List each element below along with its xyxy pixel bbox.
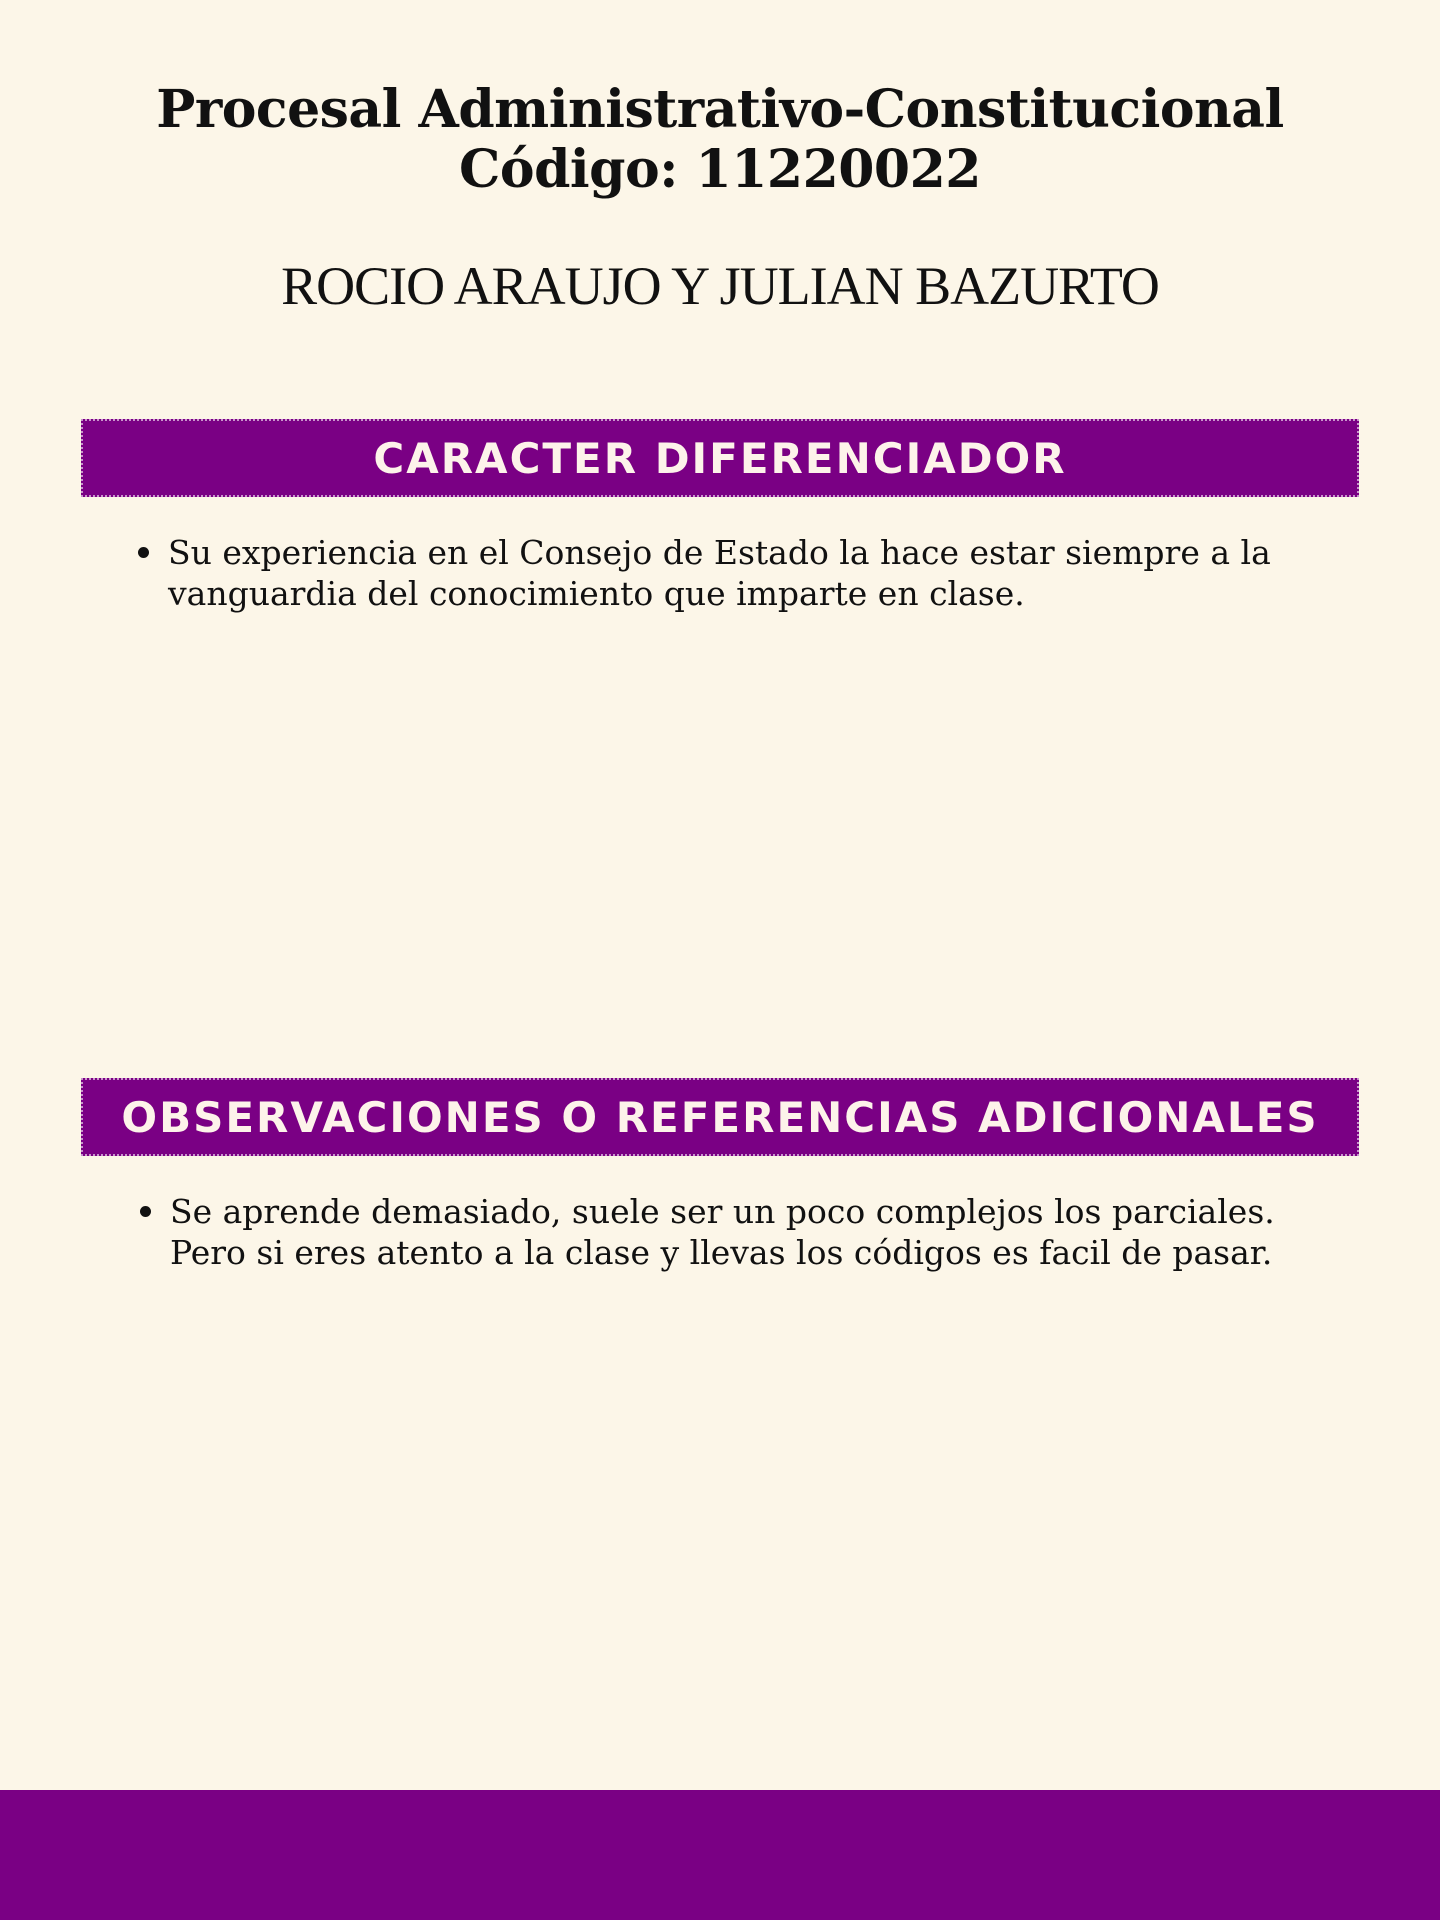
caracter-list [168, 532, 1298, 614]
observaciones-list [170, 1191, 1360, 1273]
professors-name: ROCIO ARAUJO Y JULIAN BAZURTO [281, 256, 1159, 316]
list-item [170, 1191, 1360, 1273]
list-item [168, 532, 1298, 614]
list-item-text: Se aprende demasiado, suele ser un poco complejos los parciales. Pero si eres atento a la clase y llevas los códigos es facil de pasar. [170, 1192, 1275, 1272]
section-header-observaciones [81, 1078, 1359, 1156]
page-header [0, 80, 1440, 200]
bullet-icon [138, 547, 149, 558]
section-title: OBSERVACIONES O REFERENCIAS ADICIONALES [121, 1092, 1319, 1142]
course-title: Procesal Administrativo-Constitucional [156, 79, 1284, 140]
bullet-icon [140, 1206, 151, 1217]
course-code: Código: 11220022 [459, 139, 981, 200]
section-title: CARACTER DIFERENCIADOR [373, 433, 1067, 483]
footer-bar [0, 1790, 1440, 1920]
list-item-text: Su experiencia en el Consejo de Estado la hace estar siempre a la vanguardia del conocimiento que imparte en clase. [168, 533, 1271, 613]
section-header-caracter [81, 419, 1359, 497]
